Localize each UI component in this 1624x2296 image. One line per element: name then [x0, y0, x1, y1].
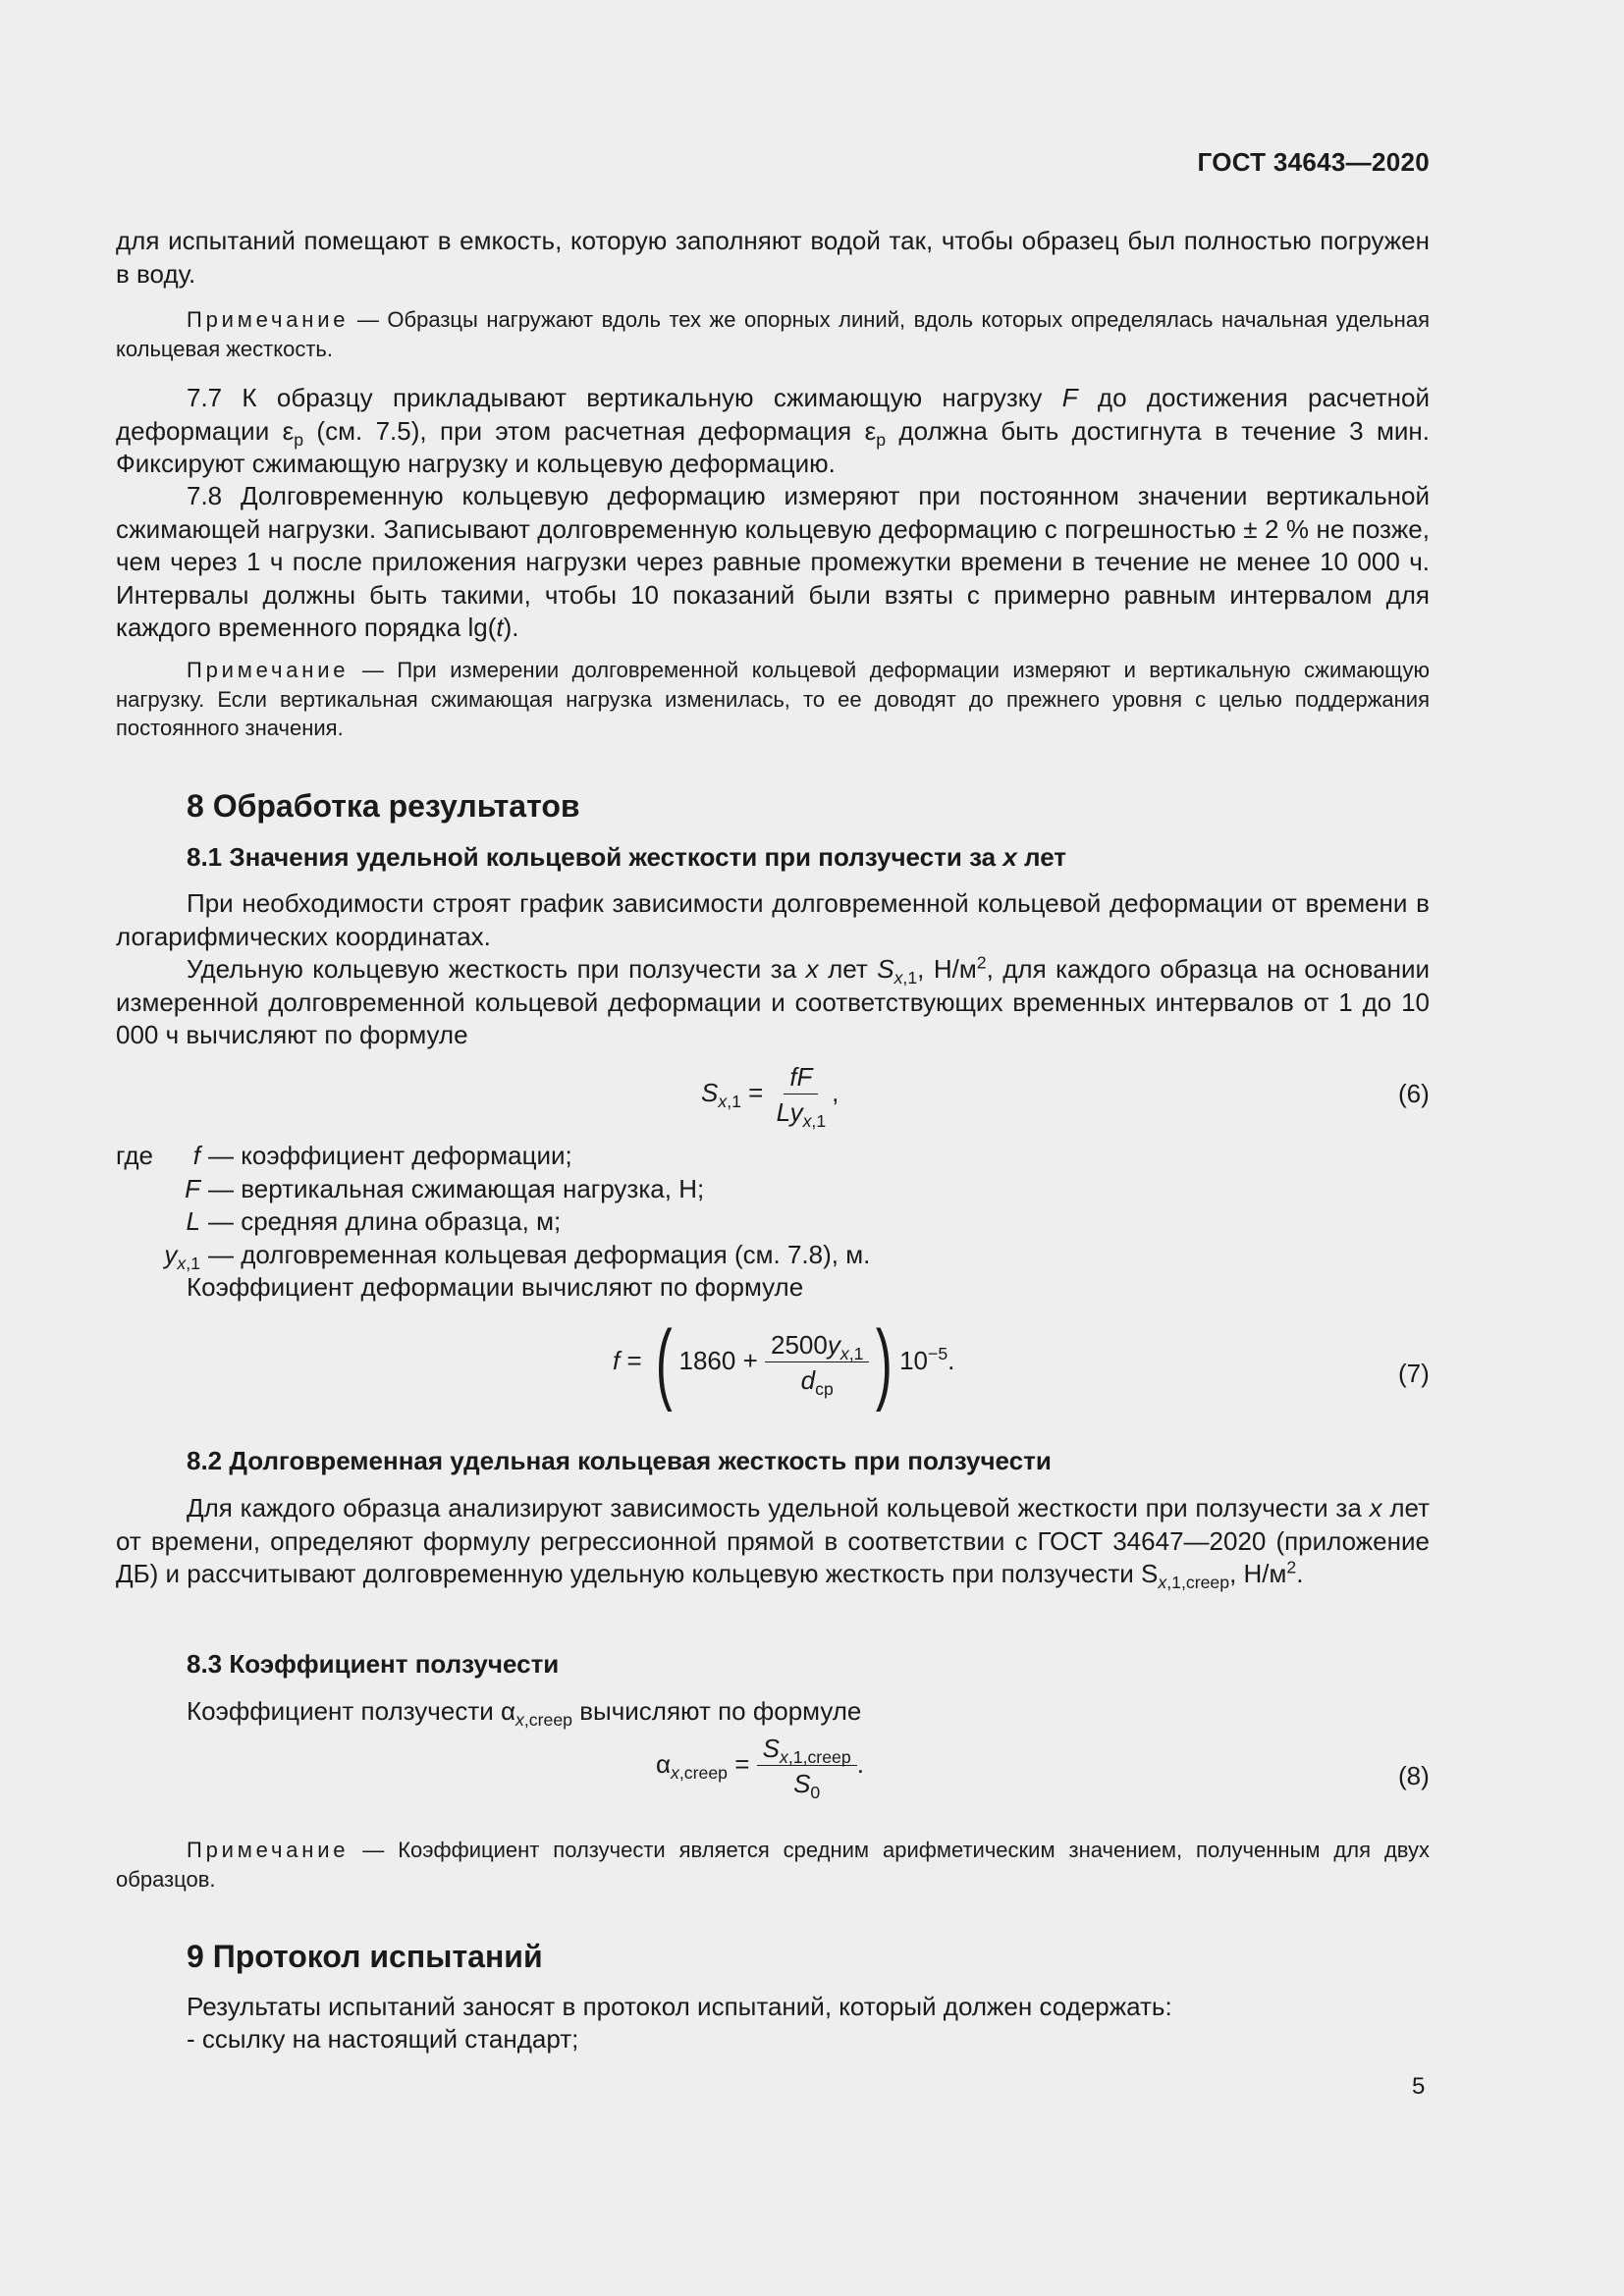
- paragraph-8-1-b: Удельную кольцевую жесткость при ползучести за x лет $S_{x,1}$, $Н/м^2$, для каждого образца на основании измеренной долговременной кольцевой деформации и соответствующих временных интервалов от 1 до 10 000 ч вычисляют по формуле: [116, 952, 1431, 1049]
- list-item: - ссылку на настоящий стандарт;: [187, 2024, 579, 2054]
- formula-7: f = ( 1860 + $\frac{2500y_{x,1}}{d_{ср}}$ ) $10^{-5}$.: [613, 1312, 955, 1413]
- fraction: $\frac{2500y_{x,1}}{d_{ср}}$: [765, 1332, 869, 1393]
- formula-8: $\alpha_{x,creep}$ = $\frac{S_{x,1,creep}}{S_0}$ .: [656, 1734, 864, 1803]
- fraction: $\frac{fF}{Ly_{x,1}}$: [776, 1062, 827, 1132]
- page-number: 5: [1412, 2073, 1426, 2100]
- definition-row: L — средняя длина образца, м;: [186, 1206, 562, 1236]
- equation-number-7: (7): [1398, 1359, 1430, 1388]
- paragraph-8-3: Коэффициент ползучести $\alpha_{x,creep}$ вычисляют по формуле: [187, 1696, 862, 1731]
- paragraph-7-8: 7.8 Долговременную кольцевую деформацию измеряют при постоянном значении вертикальной сжимающей нагрузки. Записывают долговременную кольцевую деформацию с погрешностью ± 2 % не позже, чем через 1 ч после приложения нагрузки через равные промежутки времени в течение не менее 10 000 ч. Интервалы должны быть такими, чтобы 10 показаний были взяты с примерно равным интервалом для каждого временного порядка lg(t).: [116, 481, 1430, 642]
- paragraph-continuation: для испытаний помещают в емкость, которую заполняют водой так, чтобы образец был полностью погружен в воду.: [116, 226, 1430, 289]
- definition-row: где f — коэффициент деформации;: [116, 1141, 572, 1170]
- variable-definitions: [116, 1140, 870, 1271]
- note-3: Примечание — Коэффициент ползучести является средним арифметическим значением, полученным для двух образцов.: [116, 1838, 1431, 1892]
- equation-number-8: (8): [1398, 1761, 1430, 1790]
- paragraph-9: Результаты испытаний заносят в протокол испытаний, который должен содержать:: [187, 1992, 1172, 2021]
- section-8-2-heading: 8.2 Долговременная удельная кольцевая жесткость при ползучести: [187, 1446, 1052, 1475]
- note-1: Примечание — Образцы нагружают вдоль тех же опорных линий, вдоль которых определялась начальная удельная кольцевая жесткость.: [116, 307, 1430, 361]
- paragraph-coefficient: Коэффициент деформации вычисляют по формуле: [187, 1272, 804, 1302]
- paragraph-8-1-a: При необходимости строят график зависимости долговременной кольцевой деформации от времени в логарифмических координатах.: [116, 888, 1430, 951]
- definition-row: F — вертикальная сжимающая нагрузка, Н;: [185, 1173, 705, 1203]
- note-2: Примечание — При измерении долговременной кольцевой деформации измеряют и вертикальную сжимающую нагрузку. Если вертикальная сжимающая нагрузка изменилась, то ее доводят до прежнего уровня с целью поддержания постоянного значения.: [116, 658, 1430, 740]
- section-8-heading: 8 Обработка результатов: [187, 788, 580, 824]
- paragraph-8-2: Для каждого образца анализируют зависимость удельной кольцевой жесткости при ползучести за x лет от времени, определяют формулу регрессионной прямой в соответствии с ГОСТ 34647—2020 (приложение ДБ) и рассчитывают долговременную удельную кольцевую жесткость при ползучести $S_{x,1,creep}$, $Н/м^2$.: [116, 1493, 1431, 1593]
- document-id: ГОСТ 34643—2020: [1197, 147, 1430, 177]
- section-8-3-heading: 8.3 Коэффициент ползучести: [187, 1649, 560, 1679]
- note-label: Примечание: [187, 307, 350, 332]
- fraction: $\frac{S_{x,1,creep}}{S_0}$: [757, 1735, 857, 1796]
- equation-number-6: (6): [1398, 1079, 1430, 1108]
- section-9-heading: 9 Протокол испытаний: [187, 1939, 543, 1974]
- section-8-1-heading: 8.1 Значения удельной кольцевой жесткости при ползучести за x лет: [187, 842, 1067, 872]
- paragraph-7-7: 7.7 К образцу прикладывают вертикальную сжимающую нагрузку F до достижения расчетной деформации $\varepsilon_p$ (см. 7.5), при этом расчетная деформация $\varepsilon_p$ должна быть достигнута в течение 3 мин. Фиксируют сжимающую нагрузку и кольцевую деформацию.: [116, 383, 1431, 478]
- definition-row: $y_{x,1}$ — долговременная кольцевая деформация (см. 7.8), м.: [164, 1239, 871, 1273]
- formula-6: $S_{x,1}$ = $\frac{fF}{Ly_{x,1}}$ ,: [701, 1062, 839, 1132]
